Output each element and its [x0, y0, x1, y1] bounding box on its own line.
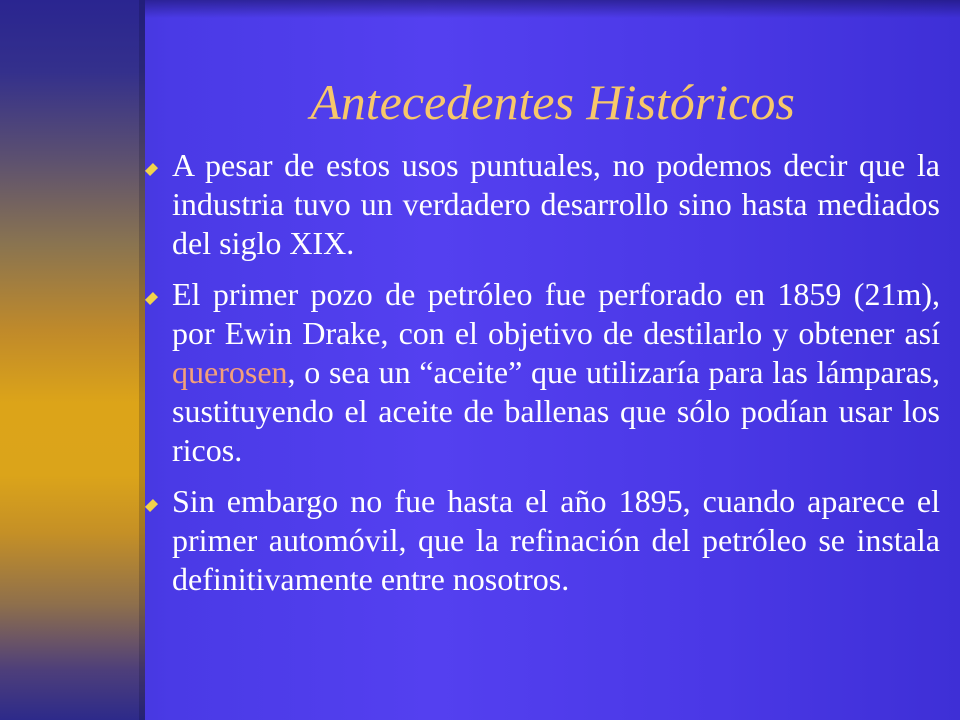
top-shadow-fade [145, 0, 960, 18]
bullet-text-2-before: El primer pozo de petróleo fue perforado en 1859 (21m), por Ewin Drake, con el objetivo de destilarlo y obtener así [172, 276, 940, 351]
bullet-text-2 [172, 275, 940, 470]
bullet-text-2-after: , o sea un “aceite” que utilizaría para las lámparas, sustituyendo el aceite de ballenas que sólo podían usar los ricos. [172, 354, 940, 468]
decorative-side-band [0, 0, 145, 720]
bullet-text-3: Sin embargo no fue hasta el año 1895, cuando aparece el primer automóvil, que la refinación del petróleo se instala definitivamente entre nosotros. [172, 483, 940, 597]
diamond-bullet-icon [145, 163, 158, 176]
bullet-text-1: A pesar de estos usos puntuales, no podemos decir que la industria tuvo un verdadero desarrollo sino hasta mediados del siglo XIX. [172, 147, 940, 261]
bullet-item-1 [145, 146, 940, 263]
diamond-bullet-icon [145, 292, 158, 305]
highlighted-term: querosen [172, 354, 288, 390]
bullet-item-2 [145, 275, 940, 470]
slide-title: Antecedentes Históricos [310, 74, 795, 130]
diamond-bullet-icon [145, 499, 158, 512]
bullet-item-3 [145, 482, 940, 599]
bullet-list [145, 146, 940, 611]
